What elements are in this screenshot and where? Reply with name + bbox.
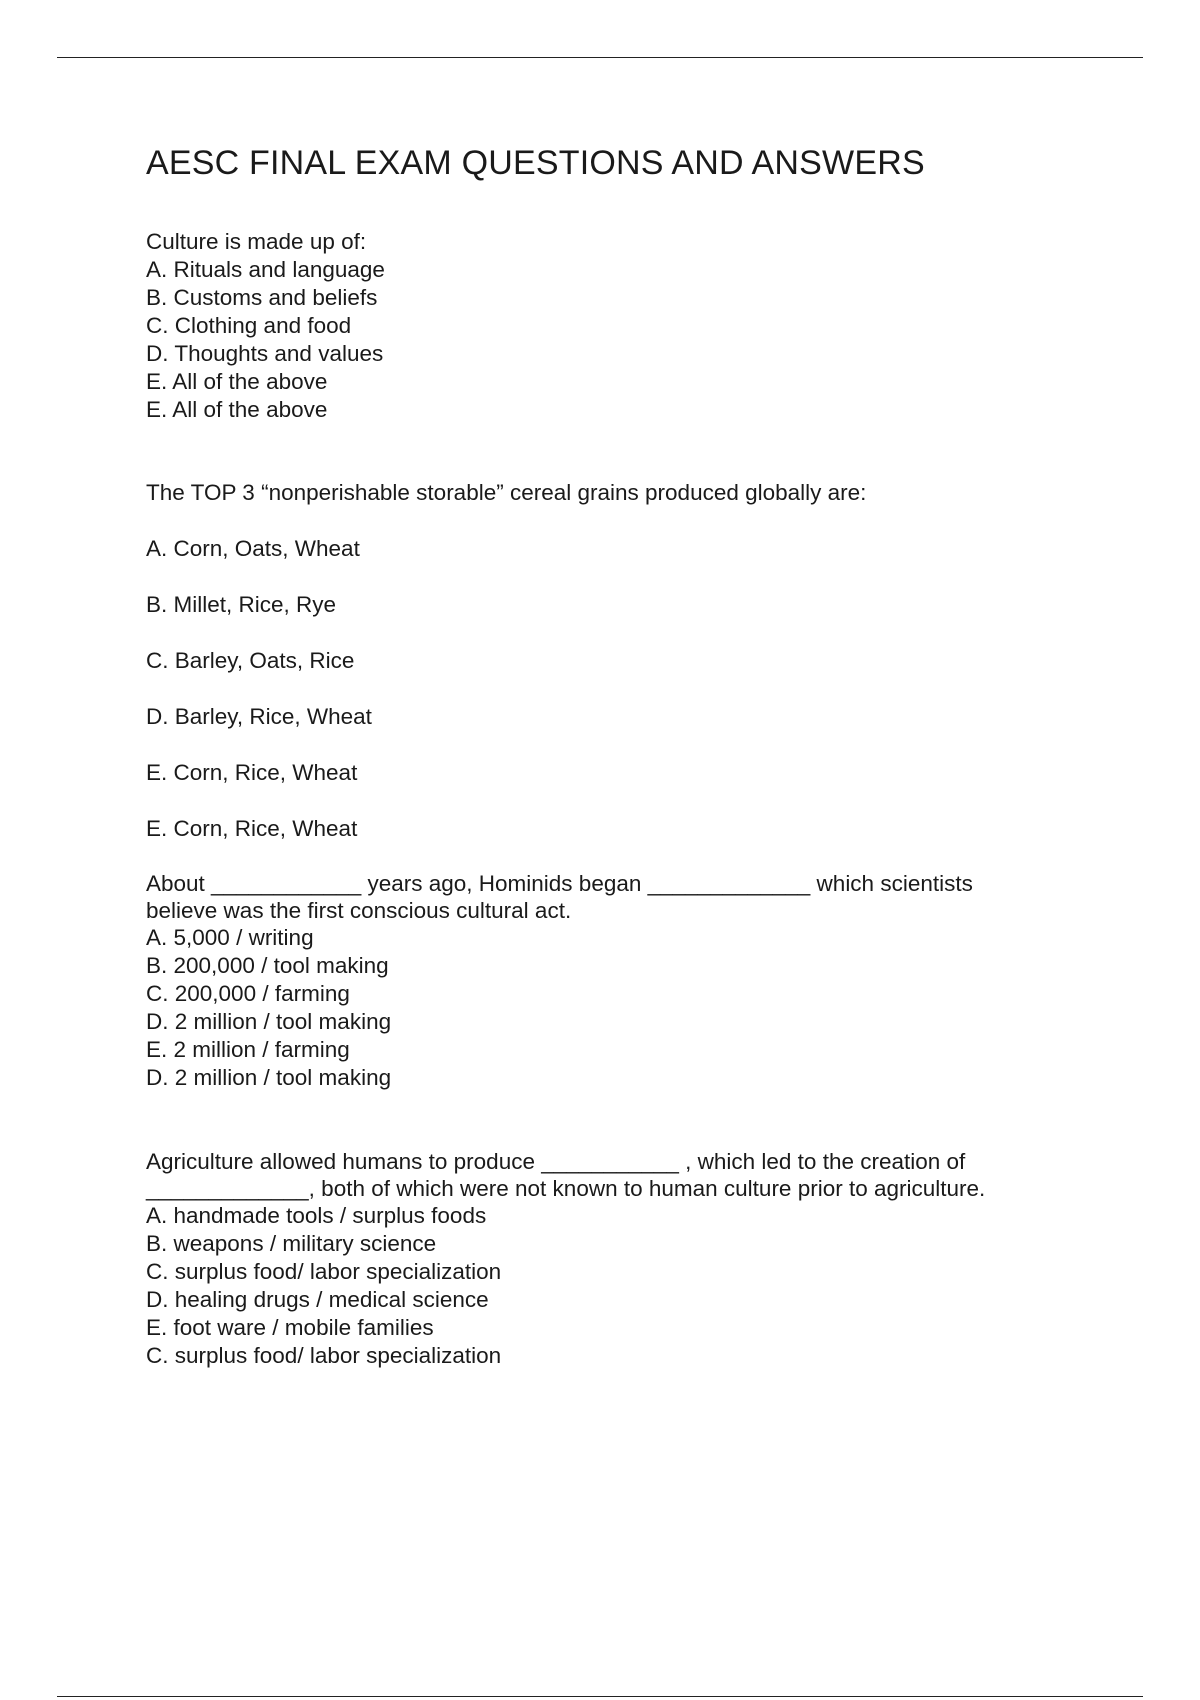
question-4-prompt-line-2: _____________, both of which were not known to human culture prior to agriculture. xyxy=(146,1176,986,1201)
question-3-option-c: C. 200,000 / farming xyxy=(146,981,350,1006)
question-2-prompt: The TOP 3 “nonperishable storable” cereal grains produced globally are: xyxy=(146,480,867,505)
question-1-option-d: D. Thoughts and values xyxy=(146,341,384,366)
footer-rule xyxy=(57,1696,1143,1697)
question-2-answer: E. Corn, Rice, Wheat xyxy=(146,816,358,841)
question-2-option-e: E. Corn, Rice, Wheat xyxy=(146,760,358,785)
question-3-prompt-line-1: About ____________ years ago, Hominids began _____________ which scientists xyxy=(146,871,973,896)
question-2-option-c: C. Barley, Oats, Rice xyxy=(146,648,355,673)
question-2-option-a: A. Corn, Oats, Wheat xyxy=(146,536,360,561)
question-4-option-d: D. healing drugs / medical science xyxy=(146,1287,489,1312)
question-1-prompt: Culture is made up of: xyxy=(146,229,367,254)
question-4 xyxy=(146,1148,1046,1370)
question-2-option-b: B. Millet, Rice, Rye xyxy=(146,592,337,617)
question-2 xyxy=(146,479,1046,843)
question-1-option-c: C. Clothing and food xyxy=(146,313,352,338)
question-3-option-d: D. 2 million / tool making xyxy=(146,1009,392,1034)
question-3 xyxy=(146,870,1046,1092)
question-3-answer: D. 2 million / tool making xyxy=(146,1065,392,1090)
header-rule xyxy=(57,57,1143,58)
question-4-option-e: E. foot ware / mobile families xyxy=(146,1315,434,1340)
question-3-option-b: B. 200,000 / tool making xyxy=(146,953,389,978)
question-1-answer: E. All of the above xyxy=(146,397,328,422)
question-4-option-a: A. handmade tools / surplus foods xyxy=(146,1203,487,1228)
question-3-option-a: A. 5,000 / writing xyxy=(146,925,314,950)
page-title: AESC FINAL EXAM QUESTIONS AND ANSWERS xyxy=(146,144,925,182)
question-2-option-d: D. Barley, Rice, Wheat xyxy=(146,704,372,729)
question-1 xyxy=(146,228,1046,424)
question-1-option-b: B. Customs and beliefs xyxy=(146,285,378,310)
question-4-option-c: C. surplus food/ labor specialization xyxy=(146,1259,502,1284)
question-1-option-e: E. All of the above xyxy=(146,369,328,394)
question-3-prompt-line-2: believe was the first conscious cultural act. xyxy=(146,898,572,923)
question-4-prompt-line-1: Agriculture allowed humans to produce ___________ , which led to the creation of xyxy=(146,1149,966,1174)
question-3-option-e: E. 2 million / farming xyxy=(146,1037,350,1062)
question-4-answer: C. surplus food/ labor specialization xyxy=(146,1343,502,1368)
question-1-option-a: A. Rituals and language xyxy=(146,257,385,282)
question-4-option-b: B. weapons / military science xyxy=(146,1231,437,1256)
